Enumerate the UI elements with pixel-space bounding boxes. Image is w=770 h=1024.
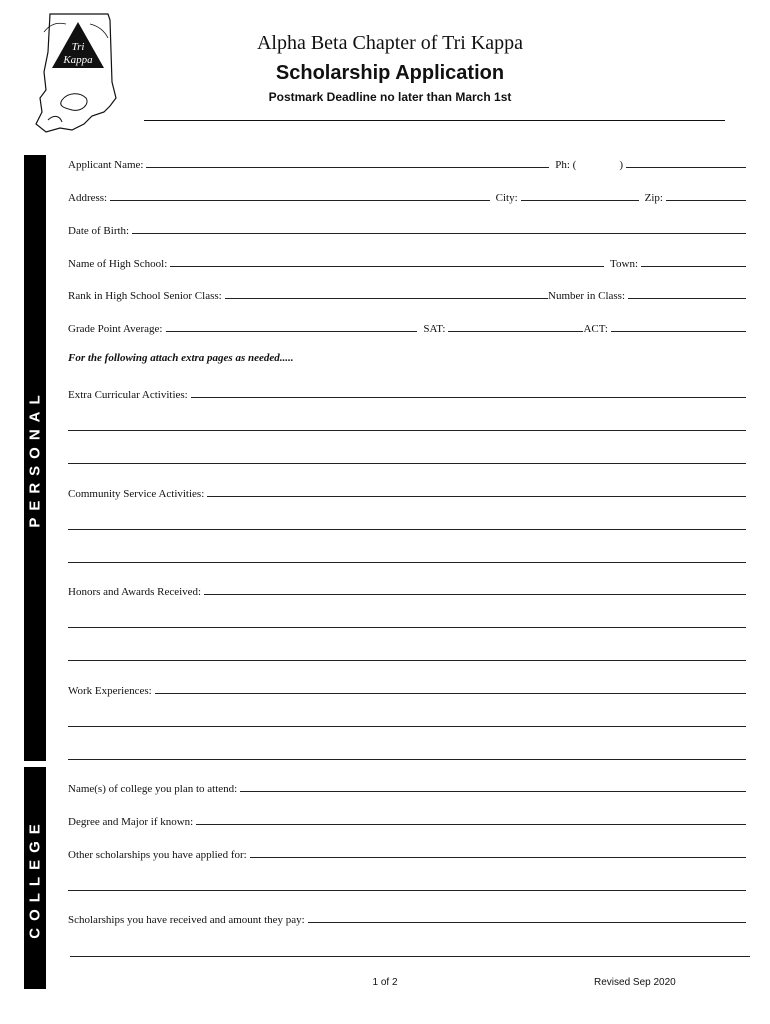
extracurricular-line-2[interactable]: [68, 430, 746, 431]
logo-text-kappa: Kappa: [63, 54, 93, 66]
high-school-field[interactable]: [170, 266, 604, 267]
extracurricular-label: Extra Curricular Activities:: [68, 389, 188, 401]
received-field[interactable]: [308, 922, 746, 923]
applicant-name-field[interactable]: [146, 167, 549, 168]
city-label: City:: [495, 192, 518, 204]
personal-section-bar: [24, 155, 46, 761]
honors-label: Honors and Awards Received:: [68, 586, 202, 598]
rank-row: [68, 286, 746, 302]
degree-label: Degree and Major if known:: [68, 816, 194, 828]
logo-text-tri: Tri: [71, 41, 85, 53]
work-line-2[interactable]: [68, 726, 746, 727]
applicant-name-label: Applicant Name:: [68, 159, 144, 171]
gpa-label: Grade Point Average:: [68, 323, 163, 335]
work-label: Work Experiences:: [68, 685, 152, 697]
attach-pages-note: For the following attach extra pages as needed.....: [68, 352, 294, 364]
phone-label: Ph: (: [555, 159, 577, 171]
other-scholarships-field[interactable]: [250, 857, 746, 858]
applicant-name-row: [68, 155, 746, 171]
revised-date: Revised Sep 2020: [594, 977, 676, 988]
honors-line-3[interactable]: [68, 660, 746, 661]
community-field[interactable]: [207, 496, 746, 497]
community-line-2[interactable]: [68, 529, 746, 530]
tri-kappa-logo: [32, 12, 144, 136]
received-row: [68, 910, 746, 926]
dob-row: [68, 221, 746, 237]
extracurricular-field[interactable]: [191, 397, 746, 398]
degree-row: [68, 812, 746, 828]
personal-section-label: PERSONAL: [26, 388, 44, 528]
header-rule: [144, 120, 725, 121]
rank-label: Rank in High School Senior Class:: [68, 290, 222, 302]
form-title: Scholarship Application: [275, 62, 505, 84]
sat-field[interactable]: [448, 331, 583, 332]
received-line-2[interactable]: [70, 956, 750, 957]
number-in-class-label: Number in Class:: [548, 290, 625, 302]
community-label: Community Service Activities:: [68, 488, 205, 500]
high-school-label: Name of High School:: [68, 258, 168, 270]
gpa-field[interactable]: [166, 331, 418, 332]
phone-field[interactable]: [626, 167, 746, 168]
dob-field[interactable]: [132, 233, 746, 234]
colleges-label: Name(s) of college you plan to attend:: [68, 783, 238, 795]
college-section-bar: [24, 767, 46, 989]
work-field[interactable]: [155, 693, 746, 694]
address-label: Address:: [68, 192, 108, 204]
page-number: 1 of 2: [372, 977, 398, 988]
other-scholarships-label: Other scholarships you have applied for:: [68, 849, 247, 861]
gpa-row: [68, 319, 746, 335]
work-line-3[interactable]: [68, 759, 746, 760]
other-scholarships-line-2[interactable]: [68, 890, 746, 891]
high-school-row: [68, 254, 746, 270]
deadline-text: Postmark Deadline no later than March 1st: [268, 90, 512, 104]
work-row: [68, 681, 746, 697]
received-label: Scholarships you have received and amount they pay:: [68, 914, 305, 926]
community-row: [68, 484, 746, 500]
town-label: Town:: [610, 258, 638, 270]
sat-label: SAT:: [423, 323, 446, 335]
college-section-label: COLLEGE: [26, 817, 44, 939]
honors-field[interactable]: [204, 594, 746, 595]
zip-field[interactable]: [666, 200, 746, 201]
zip-label: Zip:: [644, 192, 663, 204]
address-row: [68, 188, 746, 204]
chapter-title: Alpha Beta Chapter of Tri Kappa: [256, 32, 524, 54]
extracurricular-row: [68, 385, 746, 401]
rank-field[interactable]: [225, 298, 548, 299]
extracurricular-line-3[interactable]: [68, 463, 746, 464]
number-in-class-field[interactable]: [628, 298, 746, 299]
colleges-row: [68, 779, 746, 795]
colleges-field[interactable]: [240, 791, 746, 792]
other-scholarships-row: [68, 845, 746, 861]
address-field[interactable]: [110, 200, 490, 201]
act-label: ACT:: [583, 323, 608, 335]
act-field[interactable]: [611, 331, 746, 332]
dob-label: Date of Birth:: [68, 225, 130, 237]
degree-field[interactable]: [196, 824, 746, 825]
phone-close-paren: ): [619, 159, 623, 171]
city-field[interactable]: [521, 200, 639, 201]
community-line-3[interactable]: [68, 562, 746, 563]
honors-line-2[interactable]: [68, 627, 746, 628]
honors-row: [68, 582, 746, 598]
town-field[interactable]: [641, 266, 746, 267]
